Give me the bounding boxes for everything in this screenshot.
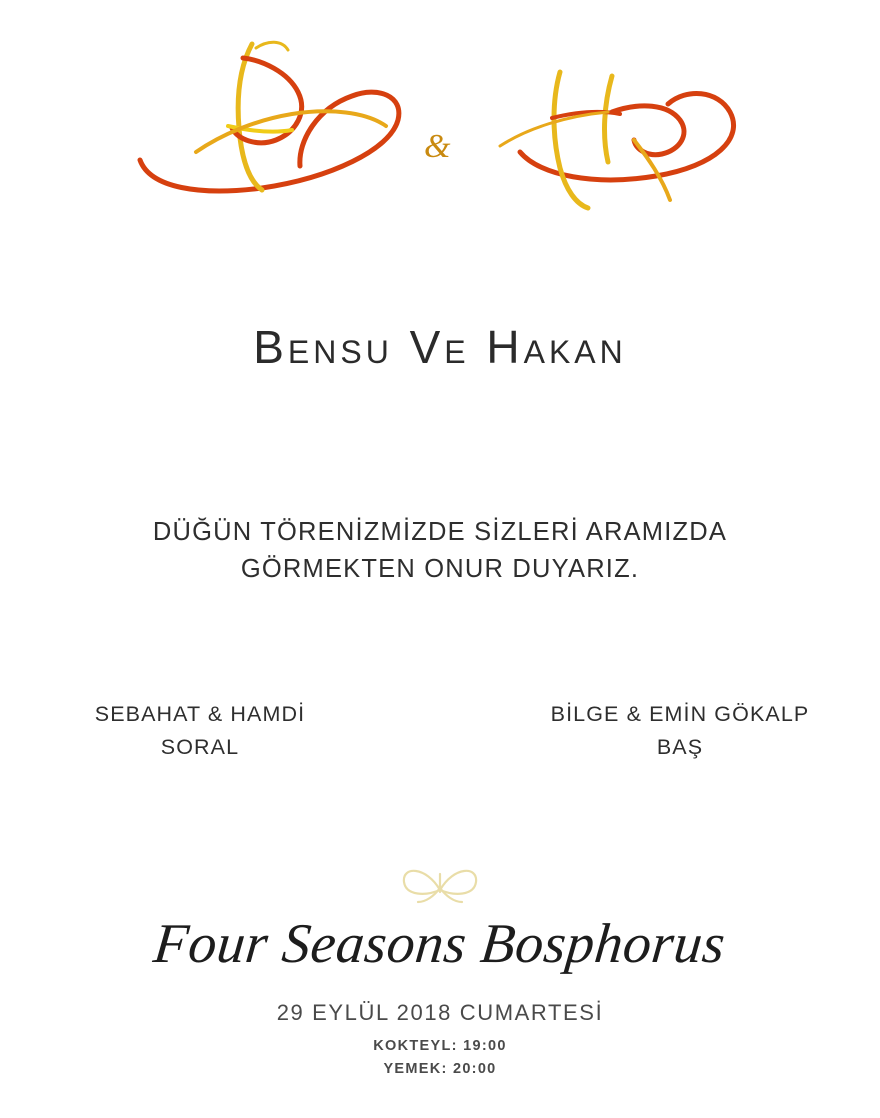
venue-name: Four Seasons Bosphorus xyxy=(151,912,729,975)
monogram-ampersand: & xyxy=(424,128,451,165)
parents-left-surname: SORAL xyxy=(160,735,240,760)
dinner-time: YEMEK: 20:00 xyxy=(383,1060,497,1077)
cocktail-time: KOKTEYL: 19:00 xyxy=(373,1037,507,1054)
couple-names: Bensu Ve Hakan xyxy=(253,321,627,373)
parents-right-names: BİLGE & EMİN GÖKALP xyxy=(550,701,810,726)
parents-section xyxy=(30,698,850,765)
parents-left xyxy=(10,698,390,765)
event-date: 29 EYLÜL 2018 CUMARTESİ xyxy=(276,999,604,1025)
invitation-text-line-1: DÜĞÜN TÖRENİZMİZDE SİZLERİ ARAMIZDA xyxy=(152,518,728,546)
monogram-logo xyxy=(0,0,880,250)
invitation-text-line-2: GÖRMEKTEN ONUR DUYARIZ. xyxy=(240,554,640,583)
parents-right xyxy=(490,698,870,765)
parents-left-names: SEBAHAT & HAMDİ xyxy=(94,701,306,726)
butterfly-ornament-icon xyxy=(360,860,520,906)
invitation-text xyxy=(153,514,727,588)
parents-right-surname: BAŞ xyxy=(656,735,704,760)
